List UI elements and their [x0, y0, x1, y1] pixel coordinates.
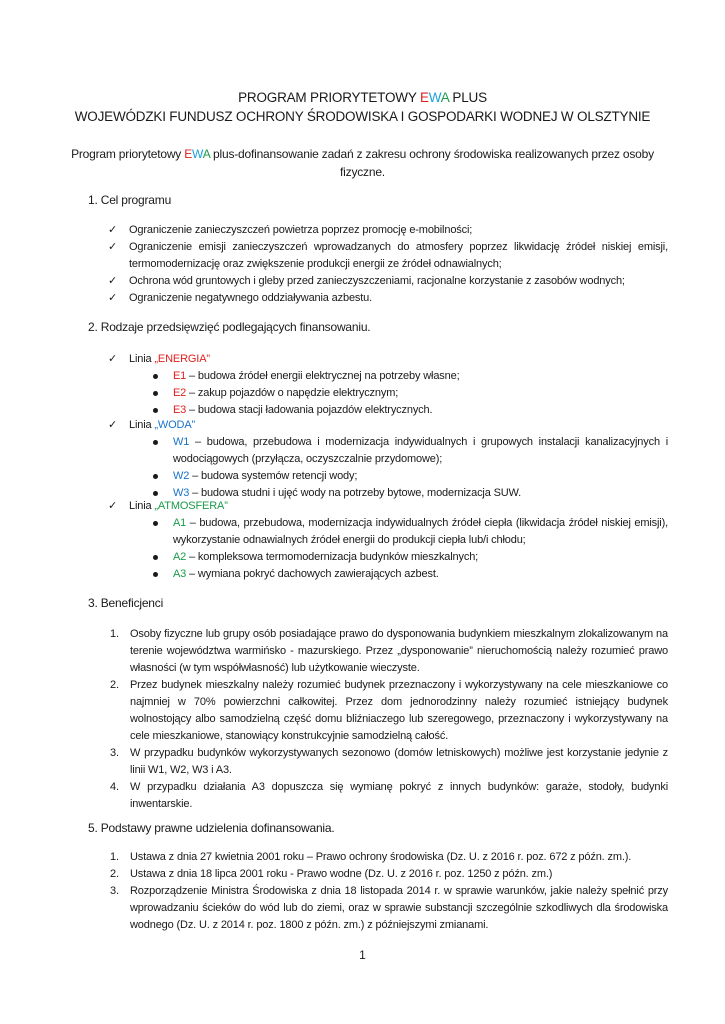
line-name-atmosfera: „ATMOSFERA” — [154, 500, 228, 512]
title-prefix: PROGRAM PRIORYTETOWY — [238, 90, 420, 105]
line-energia — [108, 351, 668, 368]
document-subtitle — [60, 145, 665, 181]
line-heading: ✓ Linia „ATMOSFERA” — [108, 498, 668, 515]
list-item: W1 – budowa, przebudowa i modernizacja indywidualnych i grupowych instalacji kanalizacyjnych i wodociągowych (przyłącza, oczyszczalnie przydomowe); — [152, 434, 668, 468]
subtitle-ewa-e: E — [184, 147, 193, 161]
subtitle-prefix: Program priorytetowy — [71, 147, 185, 161]
section-1-heading: 1. Cel programu — [88, 193, 172, 207]
bullet-icon — [153, 440, 158, 445]
line-name-woda: „WODA” — [154, 419, 196, 431]
checkmark-icon: ✓ — [108, 292, 118, 304]
line-name-energia: „ENERGIA” — [154, 353, 210, 365]
title-ewa-w: W — [428, 90, 441, 105]
section-1-list — [108, 222, 668, 307]
line-heading: ✓ Linia „ENERGIA” — [108, 351, 668, 368]
energia-items — [152, 368, 668, 419]
bullet-icon — [153, 374, 158, 379]
bullet-icon — [153, 391, 158, 396]
list-item: 3. Rozporządzenie Ministra Środowiska z dnia 18 listopada 2014 r. w sprawie warunków, jakie należy spełnić przy wprowadzaniu ścieków do wód lub do ziemi, oraz w sprawie substancji szczególnie szkodliwych dla środowiska wodnego (Dz. U. z 2014 r. poz. 1800 z późn. zm.) z późniejszymi zmianami. — [110, 885, 668, 931]
list-item: A2 – kompleksowa termomodernizacja budynków mieszkalnych; — [152, 549, 668, 566]
section-5-list — [110, 849, 668, 934]
checkmark-icon: ✓ — [108, 241, 118, 253]
checkmark-icon: ✓ — [108, 419, 118, 431]
line-heading: ✓ Linia „WODA” — [108, 417, 668, 434]
list-item: ✓ Ochrona wód gruntowych i gleby przed zanieczyszczeniami, racjonalne korzystanie z zasobów wodnych; — [108, 273, 668, 290]
list-item: ✓ Ograniczenie negatywnego oddziaływania azbestu. — [108, 290, 668, 307]
list-item: W3 – budowa studni i ujęć wody na potrzeby bytowe, modernizacja SUW. — [152, 485, 668, 502]
title-suffix: PLUS — [448, 90, 487, 105]
bullet-icon — [153, 408, 158, 413]
list-item: 3. W przypadku budynków wykorzystywanych sezonowo (domów letniskowych) możliwe jest korzystanie jedynie z linii W1, W2, W3 i A3. — [110, 747, 668, 776]
section-3-list — [110, 626, 668, 813]
section-3-heading: 3. Beneficjenci — [88, 596, 164, 610]
list-item: 1. Osoby fizyczne lub grupy osób posiadające prawo do dysponowania budynkiem mieszkalnym zlokalizowanym na terenie województwa warmińsko - mazurskiego. Przez „dysponowanie” nieruchomością należy rozumieć prawo własności (w tym współwłasność) lub użytkowanie wieczyste. — [110, 628, 668, 674]
section-5-heading: 5. Podstawy prawne udzielenia dofinansowania. — [88, 821, 335, 835]
subtitle-ewa-w: W — [192, 147, 203, 161]
list-item: 2. Przez budynek mieszkalny należy rozumieć budynek przeznaczony i wykorzystywany na cele mieszkaniowe co najmniej w 70% powierzchni całkowitej. Przez dom jednorodzinny należy rozumieć istniejący budynek wolnostojący albo samodzielną część domu bliźniaczego lub szeregowego, przeznaczony i wykorzystywany na cele mieszkaniowe, stanowiący konstrukcyjnie samodzielną całość. — [110, 679, 668, 742]
checkmark-icon: ✓ — [108, 275, 118, 287]
list-item: A3 – wymiana pokryć dachowych zawierających azbest. — [152, 566, 668, 583]
checkmark-icon: ✓ — [108, 500, 118, 512]
page-number: 1 — [359, 948, 366, 962]
checkmark-icon: ✓ — [108, 353, 118, 365]
list-item: 4. W przypadku działania A3 dopuszcza się wymianę pokryć z innych budynków: garaże, stodoły, budynki inwentarskie. — [110, 781, 668, 810]
list-item: W2 – budowa systemów retencji wody; — [152, 468, 668, 485]
bullet-icon — [153, 491, 158, 496]
atmosfera-items — [152, 515, 668, 583]
document-title — [0, 90, 725, 105]
line-woda — [108, 417, 668, 434]
checkmark-icon: ✓ — [108, 224, 118, 236]
bullet-icon — [153, 474, 158, 479]
list-item: ✓ Ograniczenie zanieczyszczeń powietrza poprzez promocję e-mobilności; — [108, 222, 668, 239]
subtitle-suffix: plus-dofinansowanie zadań z zakresu ochrony środowiska realizowanych przez osoby fizyczne. — [209, 147, 654, 179]
title-ewa-e: E — [419, 90, 429, 105]
document-title-line2: WOJEWÓDZKI FUNDUSZ OCHRONY ŚRODOWISKA I GOSPODARKI WODNEJ W OLSZTYNIE — [74, 109, 651, 124]
title-ewa-a: A — [440, 90, 449, 105]
line-atmosfera — [108, 498, 668, 515]
section-2-heading: 2. Rodzaje przedsięwzięć podlegających finansowaniu. — [88, 320, 371, 334]
woda-items — [152, 434, 668, 502]
list-item: 2. Ustawa z dnia 18 lipca 2001 roku - Prawo wodne (Dz. U. z 2016 r. poz. 1250 z późn. zm.) — [110, 868, 553, 880]
list-item: A1 – budowa, przebudowa, modernizacja indywidualnych źródeł ciepła (likwidacja źródeł niskiej emisji), wykorzystanie odnawialnych źródeł energii do produkcji ciepła lub/i chłodu; — [152, 515, 668, 549]
bullet-icon — [153, 521, 158, 526]
bullet-icon — [153, 572, 158, 577]
list-item: E3 – budowa stacji ładowania pojazdów elektrycznych. — [152, 402, 668, 419]
list-item: ✓ Ograniczenie emisji zanieczyszczeń wprowadzanych do atmosfery poprzez likwidację źródeł niskiej emisji, termomodernizację oraz zwiększenie produkcji energii ze źródeł odnawialnych; — [108, 241, 668, 270]
list-item: 1. Ustawa z dnia 27 kwietnia 2001 roku – Prawo ochrony środowiska (Dz. U. z 2016 r. poz. 672 z późn. zm.). — [110, 851, 632, 863]
list-item: E1 – budowa źródeł energii elektrycznej na potrzeby własne; — [152, 368, 668, 385]
subtitle-ewa-a: A — [202, 147, 210, 161]
list-item: E2 – zakup pojazdów o napędzie elektrycznym; — [152, 385, 668, 402]
bullet-icon — [153, 555, 158, 560]
